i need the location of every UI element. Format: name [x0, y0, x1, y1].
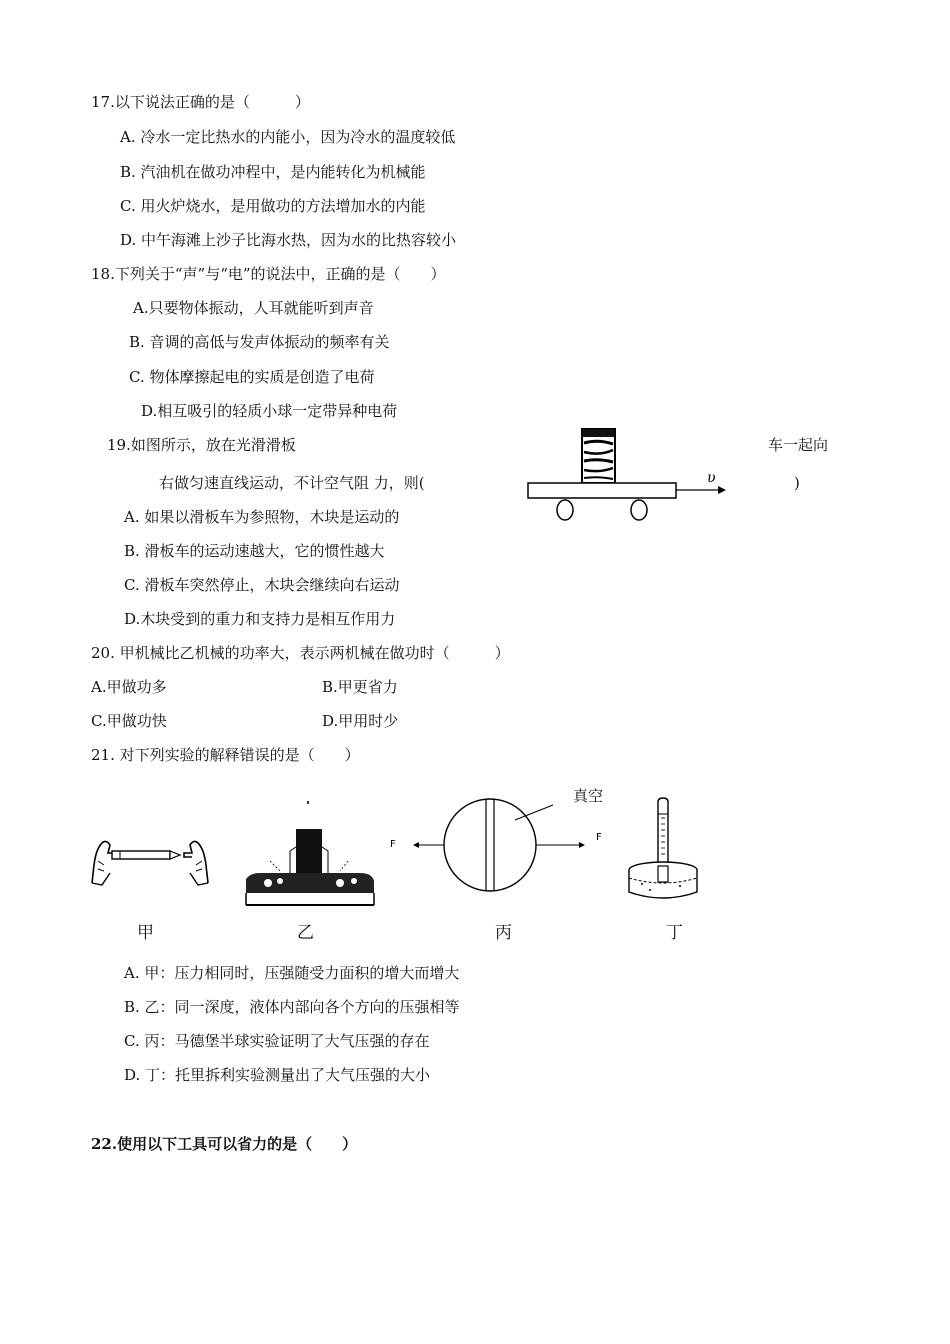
q21-stem: 21. 对下列实验的解释错误的是（ ）	[91, 746, 360, 764]
q19-stem-close-paren: )	[794, 474, 800, 492]
q19-option-a: A. 如果以滑板车为参照物，木块是运动的	[124, 508, 400, 526]
q19-option-c: C. 滑板车突然停止，木块会继续向右运动	[124, 576, 400, 594]
q20-option-c: C.甲做功快	[91, 712, 167, 730]
hemisphere-sphere	[444, 799, 536, 891]
q20-option-d: D.甲用时少	[322, 712, 399, 730]
q20-stem: 20. 甲机械比乙机械的功率大，表示两机械在做功时（ ）	[91, 644, 510, 662]
figure-label-yi: 乙	[297, 923, 314, 943]
figure-bing-magdeburg	[385, 790, 615, 900]
figure-ding-torricelli	[620, 796, 730, 906]
q20-option-b: B.甲更省力	[322, 678, 398, 696]
q19-option-b: B. 滑板车的运动速越大，它的惯性越大	[124, 542, 385, 560]
q18-option-c: C. 物体摩擦起电的实质是创造了电荷	[129, 368, 375, 386]
wood-block	[582, 429, 615, 483]
q17-option-d: D. 中午海滩上沙子比海水热，因为水的比热容较小	[120, 231, 457, 249]
q21-option-b: B. 乙：同一深度，液体内部向各个方向的压强相等	[124, 998, 460, 1016]
figure-label-bing: 丙	[495, 923, 512, 943]
q21-option-a: A. 甲：压力相同时，压强随受力面积的增大而增大	[124, 964, 460, 982]
q18-option-d: D.相互吸引的轻质小球一定带异种电荷	[141, 402, 398, 420]
q17-option-a: A. 冷水一定比热水的内能小，因为冷水的温度较低	[120, 128, 456, 146]
figure-yi-liquid-pressure	[240, 795, 380, 910]
q18-option-a: A.只要物体振动，人耳就能听到声音	[133, 299, 374, 317]
q17-option-b: B. 汽油机在做功冲程中，是内能转化为机械能	[120, 163, 426, 181]
force-label-right: F	[596, 832, 602, 843]
force-label-left: F	[390, 839, 396, 850]
q19-option-d: D.木块受到的重力和支持力是相互作用力	[124, 610, 396, 628]
q19-stem-line2: 右做匀速直线运动，不计空气阻 力，则(	[159, 474, 425, 492]
q18-stem: 18.下列关于“声”与“电”的说法中，正确的是（ ）	[91, 265, 446, 283]
q20-option-a: A.甲做功多	[91, 678, 167, 696]
skateboard-deck	[528, 483, 676, 498]
pencil	[112, 851, 170, 859]
figure-label-ding: 丁	[666, 923, 683, 943]
q21-option-d: D. 丁：托里拆利实验测量出了大气压强的大小	[124, 1066, 431, 1084]
q18-option-b: B. 音调的高低与发声体振动的频率有关	[129, 333, 390, 351]
q17-option-c: C. 用火炉烧水，是用做功的方法增加水的内能	[120, 197, 426, 215]
figure-label-jia: 甲	[137, 923, 154, 943]
q17-stem: 17.以下说法正确的是（ ）	[91, 93, 310, 111]
velocity-label: υ	[707, 470, 716, 486]
vacuum-label: 真空	[573, 787, 604, 805]
skateboard-figure	[520, 425, 760, 525]
q19-stem-left: 19.如图所示，放在光滑滑板	[107, 436, 296, 454]
q21-option-c: C. 丙：马德堡半球实验证明了大气压强的存在	[124, 1032, 430, 1050]
q19-stem-right: 车一起向	[768, 436, 829, 454]
wheel-left	[557, 500, 573, 520]
wheel-right	[631, 500, 647, 520]
figure-jia-pencil	[88, 835, 218, 895]
q22-stem: 22.使用以下工具可以省力的是（ ）	[91, 1135, 358, 1153]
